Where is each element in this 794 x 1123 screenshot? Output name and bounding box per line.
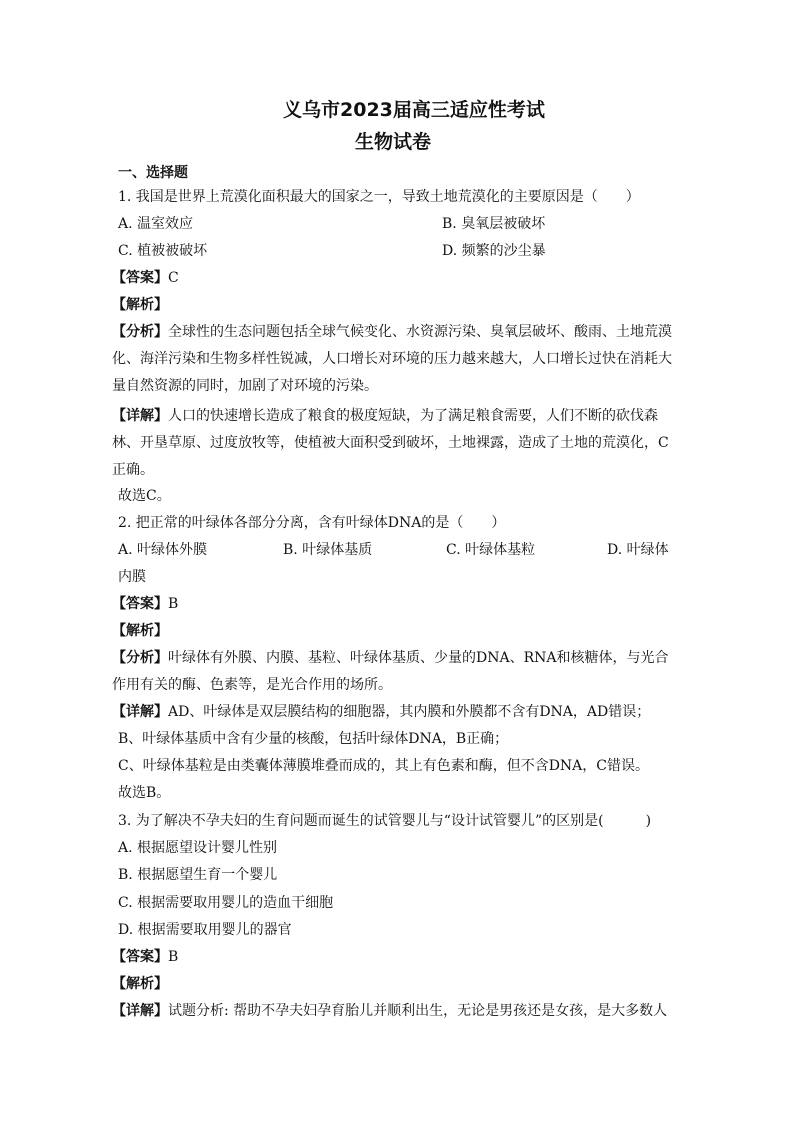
answer-value: B (168, 596, 179, 612)
option-c: C. 叶绿体基粒 (446, 542, 536, 558)
option-a: A. 温室效应 (118, 216, 194, 232)
answer-tag: 【答案】 (112, 270, 168, 286)
detail-paragraph (112, 403, 678, 484)
answer-line (112, 594, 178, 614)
question-stem: 1. 我国是世界上荒漠化面积最大的国家之一，导致土地荒漠化的主要原因是（ ） (118, 189, 640, 205)
option-a: A. 叶绿体外膜 (118, 542, 208, 558)
detail-line (112, 702, 650, 722)
detail-tag: 【详解】 (112, 1003, 168, 1019)
analysis-paragraph (112, 319, 678, 400)
explain-tag: 【解析】 (112, 976, 168, 992)
answer-line (112, 268, 179, 288)
question-stem: 3. 为了解决不孕夫妇的生育问题而诞生的试管婴儿与“设计试管婴儿”的区别是( ) (118, 813, 652, 829)
detail-text: 试题分析: 帮助不孕夫妇孕育胎儿并顺利出生，无论是男孩还是女孩，是大多数人 (168, 1003, 668, 1019)
page-title: 义乌市2023届高三适应性考试 (283, 99, 545, 121)
answer-line (112, 947, 178, 967)
page-subtitle: 生物试卷 (355, 131, 432, 153)
analysis-tag: 【分析】 (112, 650, 168, 666)
option-c: C. 根据需要取用婴儿的造血干细胞 (118, 895, 334, 911)
answer-value: C (168, 270, 179, 286)
detail-tag: 【详解】 (112, 408, 168, 424)
detail-text: 人口的快速增长造成了粮食的极度短缺，为了满足粮食需要，人们不断的砍伐森林、开垦草原、过度放牧等，使植被大面积受到破坏，土地裸露，造成了土地的荒漠化，C正确。 (112, 408, 669, 478)
question-stem: 2. 把正常的叶绿体各部分分离，含有叶绿体DNA的是（ ） (118, 515, 506, 531)
option-b: B. 叶绿体基质 (283, 542, 373, 558)
option-d: D. 根据需要取用婴儿的器官 (118, 922, 292, 938)
option-d: D. 频繁的沙尘暴 (442, 243, 546, 259)
option-c: C. 植被被破坏 (118, 243, 208, 259)
analysis-text: 叶绿体有外膜、内膜、基粒、叶绿体基质、少量的DNA、RNA和核糖体，与光合作用有关的酶、色素等，是光合作用的场所。 (112, 650, 669, 693)
option-d: D. 叶绿体 (607, 542, 669, 558)
option-b: B. 臭氧层被破坏 (442, 216, 546, 232)
section-heading: 一、选择题 (118, 165, 188, 181)
option-a: A. 根据愿望设计婴儿性别 (118, 840, 278, 856)
explain-tag: 【解析】 (112, 297, 168, 313)
answer-tag: 【答案】 (112, 949, 168, 965)
answer-value: B (168, 949, 179, 965)
conclusion: 故选B。 (118, 785, 171, 801)
conclusion: 故选C。 (118, 488, 171, 504)
detail-line: C、叶绿体基粒是由类囊体薄膜堆叠而成的，其上有色素和酶，但不含DNA，C错误。 (118, 758, 650, 774)
option-d-wrap: 内膜 (118, 569, 146, 585)
analysis-text: 全球性的生态问题包括全球气候变化、水资源污染、臭氧层破坏、酸雨、土地荒漠化、海洋污染和生物多样性锐减，人口增长对环境的压力越来越大，人口增长过快在消耗大量自然资源的同时，加剧了对环境的污染。 (112, 324, 672, 394)
answer-tag: 【答案】 (112, 596, 168, 612)
detail-text: AD、叶绿体是双层膜结构的细胞器，其内膜和外膜都不含有DNA，AD错误； (168, 704, 651, 720)
detail-line (112, 1001, 667, 1021)
explain-tag: 【解析】 (112, 623, 168, 639)
detail-tag: 【详解】 (112, 704, 168, 720)
analysis-paragraph (112, 645, 672, 699)
option-b: B. 根据愿望生育一个婴儿 (118, 867, 278, 883)
detail-line: B、叶绿体基质中含有少量的核酸，包括叶绿体DNA，B正确； (118, 731, 509, 747)
analysis-tag: 【分析】 (112, 324, 168, 340)
